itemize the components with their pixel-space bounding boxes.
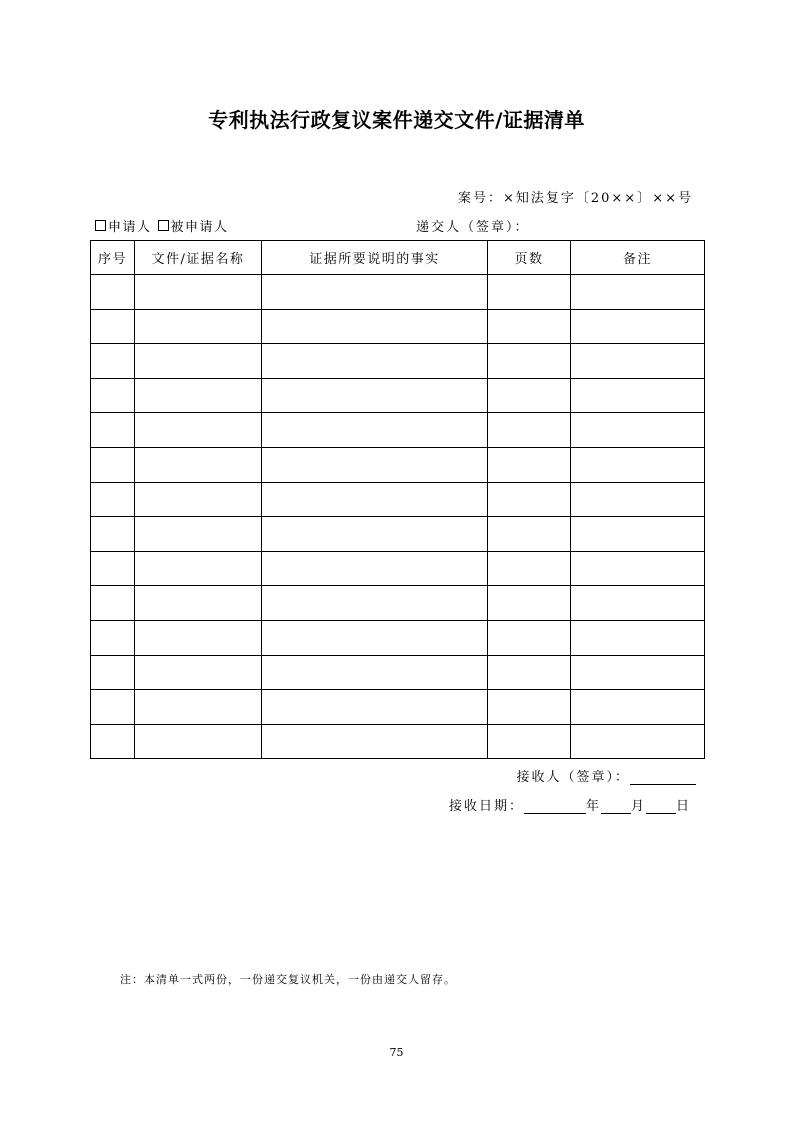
month-label: 月 xyxy=(630,799,646,814)
header-facts-to-prove: 证据所要说明的事实 xyxy=(262,241,488,275)
receive-day-blank[interactable] xyxy=(646,798,676,814)
document-name-cell[interactable] xyxy=(135,551,262,586)
table-row xyxy=(91,378,705,413)
facts-cell[interactable] xyxy=(262,551,488,586)
receive-year-blank[interactable] xyxy=(524,798,586,814)
table-row xyxy=(91,413,705,448)
header-serial-number: 序号 xyxy=(91,241,135,275)
page-count-cell[interactable] xyxy=(488,724,571,759)
table-row xyxy=(91,482,705,517)
remarks-cell[interactable] xyxy=(571,413,705,448)
serial-cell[interactable] xyxy=(91,620,135,655)
document-name-cell[interactable] xyxy=(135,655,262,690)
document-name-cell[interactable] xyxy=(135,724,262,759)
serial-cell[interactable] xyxy=(91,517,135,552)
receive-date-line xyxy=(449,795,691,814)
facts-cell[interactable] xyxy=(262,378,488,413)
serial-cell[interactable] xyxy=(91,655,135,690)
applicant-option[interactable] xyxy=(95,216,152,235)
remarks-cell[interactable] xyxy=(571,655,705,690)
facts-cell[interactable] xyxy=(262,309,488,344)
submitter-signature-label: 递交人（签章）： xyxy=(416,220,530,235)
respondent-label: 被申请人 xyxy=(170,220,229,235)
receiver-signature-blank[interactable] xyxy=(630,769,696,785)
respondent-option[interactable] xyxy=(158,216,229,235)
remarks-cell[interactable] xyxy=(571,586,705,621)
year-label: 年 xyxy=(585,799,601,814)
remarks-cell[interactable] xyxy=(571,344,705,379)
day-label: 日 xyxy=(675,799,691,814)
table-row xyxy=(91,275,705,310)
remarks-cell[interactable] xyxy=(571,690,705,725)
applicant-label: 申请人 xyxy=(108,220,152,235)
remarks-cell[interactable] xyxy=(571,275,705,310)
header-document-name: 文件/证据名称 xyxy=(135,241,262,275)
serial-cell[interactable] xyxy=(91,482,135,517)
table-row xyxy=(91,586,705,621)
document-title: 专利执法行政复议案件递交文件/证据清单 xyxy=(208,108,585,132)
facts-cell[interactable] xyxy=(262,690,488,725)
page-count-cell[interactable] xyxy=(488,413,571,448)
remarks-cell[interactable] xyxy=(571,551,705,586)
serial-cell[interactable] xyxy=(91,378,135,413)
facts-cell[interactable] xyxy=(262,482,488,517)
table-row xyxy=(91,517,705,552)
facts-cell[interactable] xyxy=(262,586,488,621)
applicant-checkbox[interactable] xyxy=(95,220,106,231)
page-count-cell[interactable] xyxy=(488,309,571,344)
evidence-table xyxy=(90,240,705,759)
document-name-cell[interactable] xyxy=(135,309,262,344)
table-row xyxy=(91,344,705,379)
table-header-row xyxy=(91,241,705,275)
serial-cell[interactable] xyxy=(91,551,135,586)
remarks-cell[interactable] xyxy=(571,309,705,344)
receive-date-label: 接收日期： xyxy=(448,799,524,814)
page-count-cell[interactable] xyxy=(488,690,571,725)
document-name-cell[interactable] xyxy=(135,482,262,517)
remarks-cell[interactable] xyxy=(571,378,705,413)
table-row xyxy=(91,447,705,482)
serial-cell[interactable] xyxy=(91,344,135,379)
facts-cell[interactable] xyxy=(262,275,488,310)
page-count-cell[interactable] xyxy=(488,482,571,517)
respondent-checkbox[interactable] xyxy=(158,220,169,231)
document-name-cell[interactable] xyxy=(135,586,262,621)
table-row xyxy=(91,309,705,344)
evidence-table-body xyxy=(91,275,705,759)
remarks-cell[interactable] xyxy=(571,482,705,517)
party-selection xyxy=(95,216,235,235)
table-row xyxy=(91,620,705,655)
document-name-cell[interactable] xyxy=(135,344,262,379)
page-count-cell[interactable] xyxy=(488,655,571,690)
document-name-cell[interactable] xyxy=(135,378,262,413)
facts-cell[interactable] xyxy=(262,655,488,690)
serial-cell[interactable] xyxy=(91,413,135,448)
page-count-cell[interactable] xyxy=(488,551,571,586)
table-row xyxy=(91,655,705,690)
table-row xyxy=(91,724,705,759)
table-row xyxy=(91,690,705,725)
page-count-cell[interactable] xyxy=(488,620,571,655)
serial-cell[interactable] xyxy=(91,586,135,621)
remarks-cell[interactable] xyxy=(571,620,705,655)
header-remarks: 备注 xyxy=(571,241,705,275)
case-number: 案号：×知法复字〔20××〕××号 xyxy=(457,191,693,206)
document-name-cell[interactable] xyxy=(135,690,262,725)
remarks-cell[interactable] xyxy=(571,447,705,482)
document-name-cell[interactable] xyxy=(135,620,262,655)
document-name-cell[interactable] xyxy=(135,275,262,310)
page-number: 75 xyxy=(389,1046,404,1059)
document-name-cell[interactable] xyxy=(135,447,262,482)
remarks-cell[interactable] xyxy=(571,724,705,759)
serial-cell[interactable] xyxy=(91,690,135,725)
serial-cell[interactable] xyxy=(91,309,135,344)
receiver-label: 接收人（签章）： xyxy=(516,770,630,785)
document-name-cell[interactable] xyxy=(135,517,262,552)
page-count-cell[interactable] xyxy=(488,344,571,379)
facts-cell[interactable] xyxy=(262,724,488,759)
receiver-line xyxy=(516,766,696,785)
footnote: 注：本清单一式两份，一份递交复议机关，一份由递交人留存。 xyxy=(120,973,456,986)
page-count-cell[interactable] xyxy=(488,378,571,413)
header-page-count: 页数 xyxy=(488,241,571,275)
facts-cell[interactable] xyxy=(262,344,488,379)
serial-cell[interactable] xyxy=(91,447,135,482)
facts-cell[interactable] xyxy=(262,447,488,482)
table-row xyxy=(91,551,705,586)
remarks-cell[interactable] xyxy=(571,517,705,552)
page-count-cell[interactable] xyxy=(488,517,571,552)
page-count-cell[interactable] xyxy=(488,275,571,310)
document-name-cell[interactable] xyxy=(135,413,262,448)
receive-month-blank[interactable] xyxy=(601,798,631,814)
serial-cell[interactable] xyxy=(91,724,135,759)
facts-cell[interactable] xyxy=(262,517,488,552)
page-count-cell[interactable] xyxy=(488,447,571,482)
facts-cell[interactable] xyxy=(262,413,488,448)
serial-cell[interactable] xyxy=(91,275,135,310)
facts-cell[interactable] xyxy=(262,620,488,655)
page-count-cell[interactable] xyxy=(488,586,571,621)
